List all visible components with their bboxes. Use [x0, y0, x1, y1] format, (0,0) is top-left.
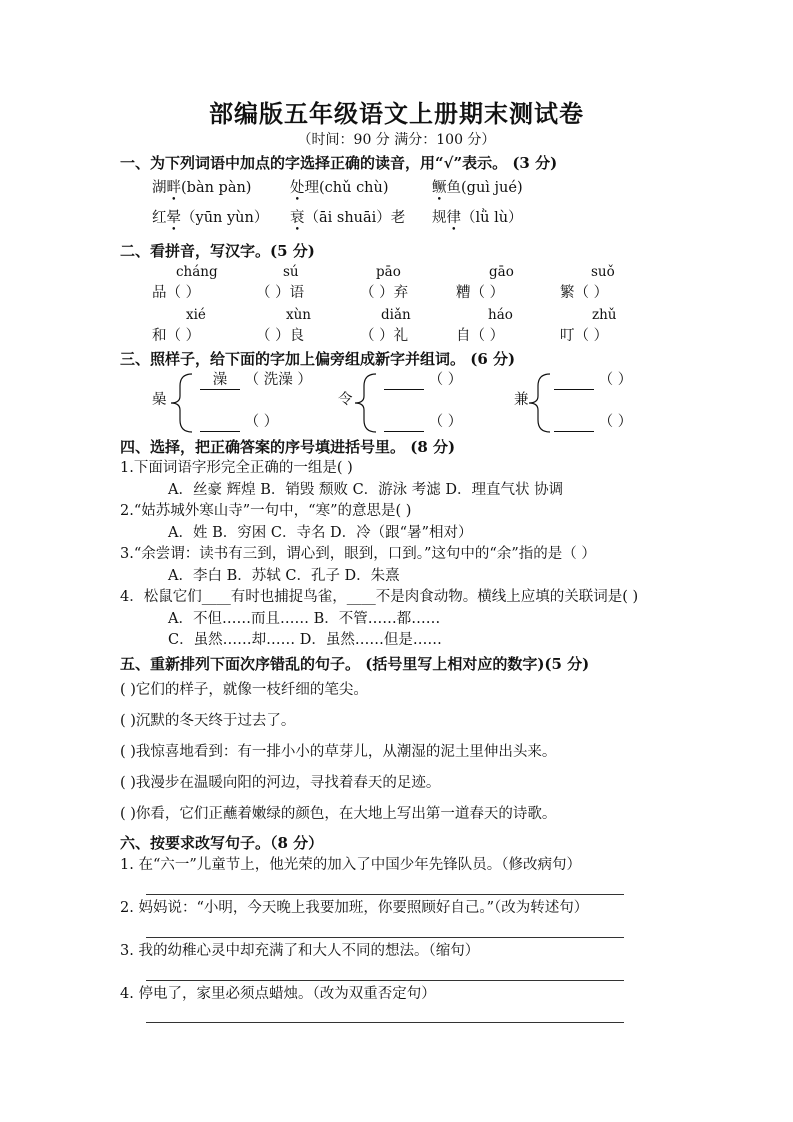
answer-row: （ ） [200, 414, 278, 432]
pinyin: gāo [489, 264, 514, 280]
root-char: 令 [338, 392, 353, 408]
section-3-heading: 三、照样子，给下面的字加上偏旁组成新字并组词。 (6 分) [120, 350, 516, 368]
question: 3.“余尝谓：读书有三到，谓心到，眼到，口到。”这句中的“余”指的是（ ） [120, 546, 596, 562]
exam-info: （时间：90 分 满分：100 分） [297, 132, 496, 148]
pinyin: sú [283, 264, 299, 280]
options: A．丝豪 辉煌 B．销毁 颓败 C．游泳 考滤 D．理直气状 协调 [168, 482, 564, 498]
options: C．虽然……却…… D．虽然……但是…… [168, 632, 442, 648]
list-item: ( )它们的样子，就像一枝纤细的笔尖。 [120, 682, 368, 698]
left-brace [168, 372, 196, 434]
pinyin: xùn [286, 307, 312, 323]
hanzi-blank: （ ）良 [256, 328, 305, 344]
options: A．姓 B．穷困 C．寺名 D．冷（跟“暑”相对） [168, 525, 473, 541]
rewrite-question: 1. 在“六一”儿童节上，他光荣的加入了中国少年先锋队员。（修改病句） [120, 857, 582, 873]
question: 2.“姑苏城外寒山寺”一句中，“寒”的意思是( ) [120, 503, 412, 519]
s1-item: 规律（lǜ lù） [432, 210, 523, 226]
left-brace [526, 372, 554, 434]
section-5-heading: 五、重新排列下面次序错乱的句子。 (括号里写上相对应的数字)(5 分) [120, 655, 590, 673]
s1-item: 处理(chǔ chù) [290, 180, 389, 196]
question: 4．松鼠它们____有时也捕捉鸟雀，____不是肉食动物。横线上应填的关联词是( ) [120, 589, 639, 605]
hanzi-blank: 叮（ ） [560, 328, 609, 344]
pinyin: pāo [376, 264, 401, 280]
answer-row: （ ） [554, 414, 632, 432]
options: A．李白 B．苏轼 C．孔子 D．朱熹 [168, 568, 400, 584]
list-item: ( )我惊喜地看到：有一排小小的草芽儿，从潮湿的泥土里伸出头来。 [120, 744, 557, 760]
answer-line [146, 937, 624, 938]
hanzi-blank: 和（ ） [152, 328, 201, 344]
pinyin: suǒ [591, 264, 615, 280]
pinyin: cháng [176, 264, 218, 280]
pinyin: zhǔ [592, 307, 617, 323]
hanzi-blank: 糟（ ） [456, 285, 505, 301]
answer-row: （ ） [384, 414, 462, 432]
section-4-heading: 四、选择，把正确答案的序号填进括号里。 (8 分) [120, 438, 456, 456]
hanzi-blank: 自（ ） [456, 328, 505, 344]
answer-line [146, 894, 624, 895]
pinyin: diǎn [381, 307, 411, 323]
hanzi-blank: （ ）语 [256, 285, 305, 301]
hanzi-blank: 品（ ） [152, 285, 201, 301]
root-char: 喿 [152, 392, 167, 408]
list-item: ( )沉默的冬天终于过去了。 [120, 713, 296, 729]
page-title: 部编版五年级语文上册期末测试卷 [209, 99, 584, 128]
pinyin: xié [186, 307, 206, 323]
rewrite-question: 2. 妈妈说：“小明，今天晚上我要加班，你要照顾好自己。”（改为转述句） [120, 900, 589, 916]
section-2-heading: 二、看拼音，写汉字。(5 分) [120, 242, 315, 260]
answer-line [146, 980, 624, 981]
answer-line [146, 1022, 624, 1023]
list-item: ( )我漫步在温暖向阳的河边，寻找着春天的足迹。 [120, 775, 441, 791]
list-item: ( )你看，它们正蘸着嫩绿的颜色，在大地上写出第一道春天的诗歌。 [120, 806, 557, 822]
s1-item: 鳜鱼(guì jué) [432, 180, 523, 196]
s1-item: 衰（āi shuāi）老 [290, 210, 406, 226]
example-row: 澡 （ 洗澡 ） [200, 372, 312, 390]
root-char: 兼 [514, 392, 529, 408]
pinyin: háo [488, 307, 513, 323]
left-brace [352, 372, 380, 434]
answer-row: （ ） [384, 372, 462, 390]
hanzi-blank: （ ）礼 [360, 328, 409, 344]
hanzi-blank: （ ）弃 [360, 285, 409, 301]
question: 1.下面词语字形完全正确的一组是( ) [120, 460, 353, 476]
answer-row: （ ） [554, 372, 632, 390]
hanzi-blank: 繁（ ） [560, 285, 609, 301]
section-1-heading: 一、为下列词语中加点的字选择正确的读音，用“√”表示。 (3 分) [120, 154, 558, 172]
section-6-heading: 六、按要求改写句子。（8 分） [120, 834, 324, 852]
options: A．不但……而且…… B．不管……都…… [168, 611, 441, 627]
rewrite-question: 3. 我的幼稚心灵中却充满了和大人不同的想法。（缩句） [120, 943, 480, 959]
s1-item: 红晕（yūn yùn） [152, 210, 269, 226]
s1-item: 湖畔(bàn pàn) [152, 180, 252, 196]
rewrite-question: 4. 停电了，家里必须点蜡烛。（改为双重否定句） [120, 986, 436, 1002]
